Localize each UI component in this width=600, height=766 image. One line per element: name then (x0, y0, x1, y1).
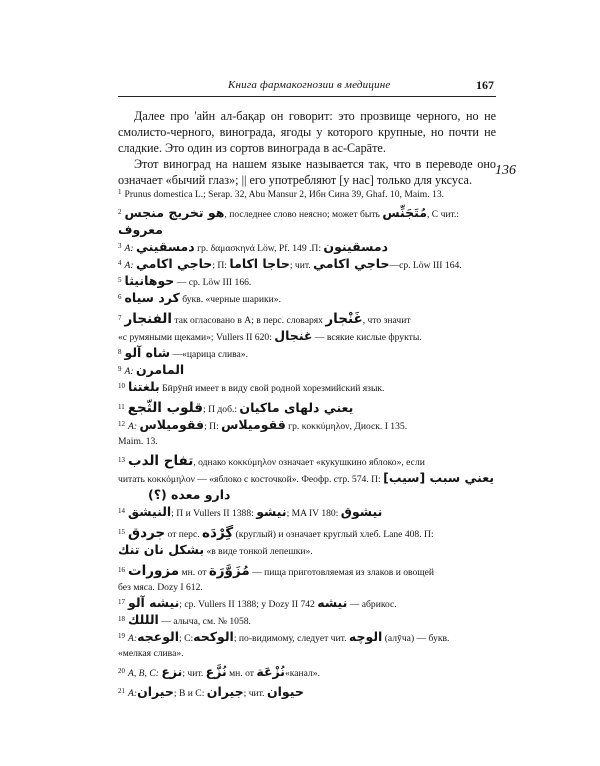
footnote-17: $^{17}$ نيشه آلو; ср. Vullers II 1388; у Dozy II 742 نيشه — абрикос. (118, 595, 397, 610)
footnote-1: $^1$ Prunus domestica L.; Serap. 32, Abu Mansur 2, Ибн Сина 39, Ghaf. 10, Maim. 13. (118, 188, 445, 200)
footnote-12-cont: Maim. 13. (118, 436, 158, 447)
footnote-7-cont: «с румяными щеками»; Vullers II 620: غنجال — всякие кислые фрукты. (118, 328, 422, 343)
footnote-2: $^2$ هو تخريج منجس, последнее слово неясно; может быть مُتَجَنِّس, C чит.: (118, 205, 460, 220)
page-number: 167 (476, 78, 494, 92)
footnote-16: $^{16}$ مزورات мн. от مُزَوَّرَة — пища приготовляемая из злаков и овощей (118, 563, 435, 579)
footnote-9: $^9$ A: المامرن (118, 362, 185, 377)
footnote-10: $^{10}$ بلغتنا Бӣрӯнӣ имеет в виду свой родной хорезмийский язык. (118, 379, 385, 394)
footnote-18: $^{18}$ الللك — алыча, см. № 1058. (118, 612, 251, 627)
footnote-7: $^7$ الفنجار так огласовано в A; в перс. словарях غَنْجار, что значит (118, 311, 411, 327)
paragraph-1: Далее про 'айн ал-бақар он говорит: это прозвище черного, но не смолисто-черного, винограда, ягоды у которого крупные, но почти не сладкие. Это один из сортов винограда в ас-Сарāте. (118, 109, 496, 155)
footnote-8: $^8$ شاه آلو —«царица слива». (118, 345, 248, 360)
footnote-11: $^{11}$ قلوب الثّجع; П доб.: يعني دلهاى ماكيان (118, 400, 354, 416)
footnote-20: $^{20}$ A, B, C: نزع; чит. نُزَّع мн. от نُزْعَة«канал». (118, 664, 320, 679)
footnote-13-cont2: دارو معده (؟) (148, 487, 231, 502)
footnote-21: $^{21}$ A:حيران; B и C: جيران; чит. حيوان (118, 684, 304, 699)
footnote-2-cont: معروف (118, 222, 163, 237)
footnote-16-cont: без мяса. Dozy I 612. (118, 582, 203, 593)
running-header (118, 78, 496, 97)
footnote-19: $^{19}$ A:الوعجه; C:الوكحه; по-видимому, следует чит. الوچه (алӯча) — букв. (118, 629, 450, 644)
running-title: Книга фармакогнозии в медицине (228, 79, 391, 91)
footnote-13: $^{13}$ تفاح الدب, однако κοκκύμηλον означает «кукушкино яблоко», если (118, 453, 425, 469)
footnote-15-cont: بشكل نان تنك «в виде тонкой лепешки». (118, 542, 313, 557)
footnote-3: $^3$ A: دمسقيني гр. δαμασκηνά Löw, Pf. 149 .П: دمسقينون (118, 239, 389, 254)
footnote-6: $^6$ كرد سياه букв. «черные шарики». (118, 290, 281, 305)
footnote-4: $^4$ A: حاجي اكامي; П: حاجا اكاما; чит. حاجي اكامي—ср. Löw III 164. (118, 256, 462, 271)
footnote-19-cont: «мелкая слива». (118, 648, 184, 659)
footnote-12: $^{12}$ A: فقوميلاس; П: ققوميلاس гр. κοκκύμηλον, Диоск. I 135. (118, 417, 408, 432)
footnote-15: $^{15}$ جردق от перс. گِرْدَه (круглый) и означает круглый хлеб. Lane 408. П: (118, 525, 434, 541)
footnote-5: $^5$ حوهانيثا — ср. Löw III 166. (118, 273, 252, 288)
paragraph-2: Этот виноград на нашем языке называется так, что в переводе оно означает «бычий глаз»; || его употребляют [у нас] только для уксуса. (118, 157, 496, 187)
footnotes (118, 186, 498, 702)
margin-page-mark: 136 (495, 163, 516, 178)
footnote-14: $^{14}$ النيشق; П и Vullers II 1388: نيشو; MA IV 180: نيشوق (118, 504, 383, 519)
footnote-13-cont: читать κοκκόμηλον — «яблоко с косточкой». Феофр. стр. 574. П: يعني سبب [سيب] (118, 470, 495, 485)
